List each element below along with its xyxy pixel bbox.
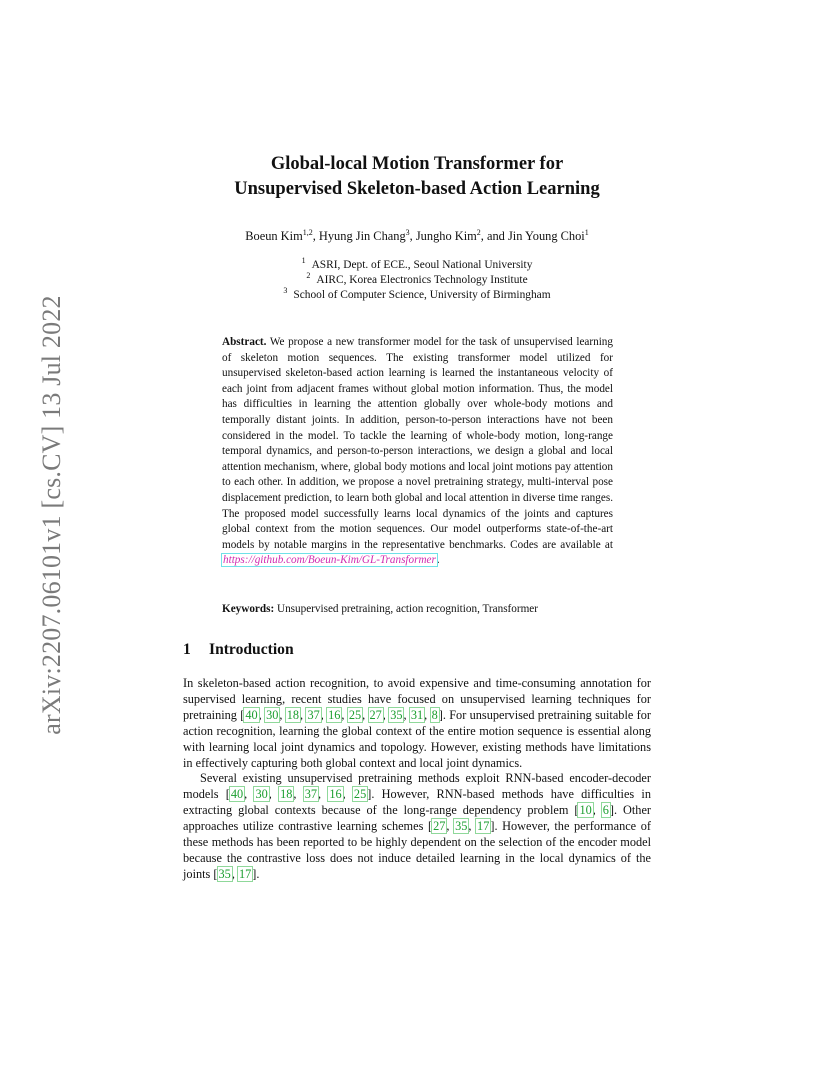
affiliation-line <box>150 288 684 303</box>
paragraph <box>183 676 651 771</box>
affiliation-number: 3 <box>283 286 288 295</box>
paragraph-text: . However, the performance of these methods has been reported to be highly dependent on the selection of the encoder model because the contrastive loss does not induce detailed learning in the local dynamics of the joints <box>183 819 651 881</box>
citation-link[interactable]: 40 <box>245 707 258 722</box>
author-name: , Jungho Kim <box>409 229 477 243</box>
citation-link[interactable]: 6 <box>602 803 609 818</box>
section-number: 1 <box>183 641 191 658</box>
abstract-text: We propose a new transformer model for the task of unsupervised learning of skeleton motion sequences. The existing transformer model utilized for unsupervised skeleton-based action learning is learned the instantaneous velocity of each joint from adjacent frames without global motion information. Thus, the model has difficulties in learning the attention globally over whole-body motions and temporally distant joints. In addition, person-to-person interactions have not been considered in the model. To tackle the learning of whole-body motion, long-range temporal dynamics, and person-to-person interactions, we design a global and local attention mechanism, where, global body motions and local joint motions pay attention to each other. In addition, we propose a novel pretraining strategy, multi-interval pose displacement prediction, to learn both global and local attention in diverse time ranges. The proposed model successfully learns local dynamics of the joints and captures global context from the motion sequences. Our model outperforms state-of-the-art models by notable margins in the representative benchmarks. Codes are available at <box>222 336 613 551</box>
citation-link[interactable]: 40 <box>230 787 244 802</box>
citation-group: [40, 30, 18, 37, 16, 25] <box>225 787 372 802</box>
title-line-1: Global-local Motion Transformer for <box>270 154 564 174</box>
paragraph <box>183 771 651 882</box>
title-line-2: Unsupervised Skeleton-based Action Learning <box>234 179 600 199</box>
affiliation-text: ASRI, Dept. of ECE., Seoul National University <box>311 259 533 271</box>
section-heading <box>183 641 294 659</box>
citation-link[interactable]: 16 <box>329 787 342 802</box>
paragraph-text: Several existing unsupervised pretraining methods exploit RNN-based encoder-decoder models <box>183 771 651 802</box>
affiliation-line <box>150 273 684 288</box>
author-affil-marker: 3 <box>405 228 410 237</box>
citation-link[interactable]: 16 <box>328 707 341 722</box>
citation-link[interactable]: 30 <box>255 787 268 802</box>
citation-link[interactable]: 31 <box>410 707 424 722</box>
citation-link[interactable]: 18 <box>286 707 300 722</box>
author-affil-marker: 2 <box>476 228 481 237</box>
code-repository-link[interactable]: https://github.com/Boeun-Kim/GL-Transformer <box>223 554 436 567</box>
paragraph-text: . <box>256 866 260 881</box>
citation-group: [35, 17] <box>213 866 257 881</box>
keywords-label: Keywords: <box>222 603 275 615</box>
affiliations <box>150 258 684 303</box>
citation-link[interactable]: 27 <box>369 707 382 722</box>
citation-link[interactable]: 37 <box>304 787 317 802</box>
citation-link[interactable]: 30 <box>266 707 279 722</box>
citation-link[interactable]: 17 <box>238 866 252 881</box>
citation-group: [27, 35, 17] <box>427 819 495 834</box>
citation-group: [10, 6] <box>574 803 614 818</box>
citation-link[interactable]: 27 <box>433 819 446 834</box>
abstract <box>222 335 613 569</box>
citation-link[interactable]: 35 <box>390 707 403 722</box>
section-title: Introduction <box>209 641 294 658</box>
keywords <box>222 602 613 617</box>
citation-link[interactable]: 10 <box>579 803 592 818</box>
affiliation-line <box>150 258 684 273</box>
affiliation-text: School of Computer Science, University of Birmingham <box>293 289 551 301</box>
paper-title <box>150 152 684 202</box>
author-name: Boeun Kim <box>245 229 303 243</box>
citation-link[interactable]: 35 <box>455 819 468 834</box>
author-name: , Hyung Jin Chang <box>312 229 406 243</box>
paragraph-text: . Other approaches utilize contrastive learning schemes <box>183 803 651 834</box>
citation-link[interactable]: 18 <box>280 787 293 802</box>
paragraph-text: In skeleton-based action recognition, to avoid expensive and time-consuming annotation for supervised learning, recent studies have focused on unsupervised learning techniques for pretraining <box>183 676 651 722</box>
abstract-label: Abstract. <box>222 336 267 348</box>
author-list <box>150 229 684 244</box>
author-name: , and Jin Young Choi <box>480 229 585 243</box>
paragraph-text: . For unsupervised pretraining suitable for action recognition, learning the global context of the entire motion sequence is essential along with learning local joint dynamics and topology. However, existing methods have limitations in effectively capturing both global context and local joint dynamics. <box>183 707 651 770</box>
author-affil-marker: 1,2 <box>302 228 313 237</box>
affiliation-text: AIRC, Korea Electronics Technology Institute <box>316 274 528 286</box>
affiliation-number: 2 <box>306 271 311 280</box>
citation-group: [40, 30, 18, 37, 16, 25, 27, 35, 31, 8] <box>240 707 443 722</box>
citation-link[interactable]: 17 <box>477 819 490 834</box>
introduction-body <box>183 676 651 883</box>
affiliation-number: 1 <box>301 256 306 265</box>
paragraph-text: . However, RNN-based methods have difficulties in extracting global contexts because of the long-range dependency problem <box>183 787 651 818</box>
author-affil-marker: 1 <box>584 228 589 237</box>
abstract-end: . <box>436 554 440 567</box>
citation-link[interactable]: 8 <box>431 707 438 722</box>
keywords-text: Unsupervised pretraining, action recognition, Transformer <box>277 603 538 615</box>
arxiv-identifier: arXiv:2207.06101v1 [cs.CV] 13 Jul 2022 <box>37 295 66 735</box>
citation-link[interactable]: 37 <box>307 707 320 722</box>
citation-link[interactable]: 35 <box>218 866 231 881</box>
citation-link[interactable]: 25 <box>353 787 367 802</box>
citation-link[interactable]: 25 <box>348 707 362 722</box>
